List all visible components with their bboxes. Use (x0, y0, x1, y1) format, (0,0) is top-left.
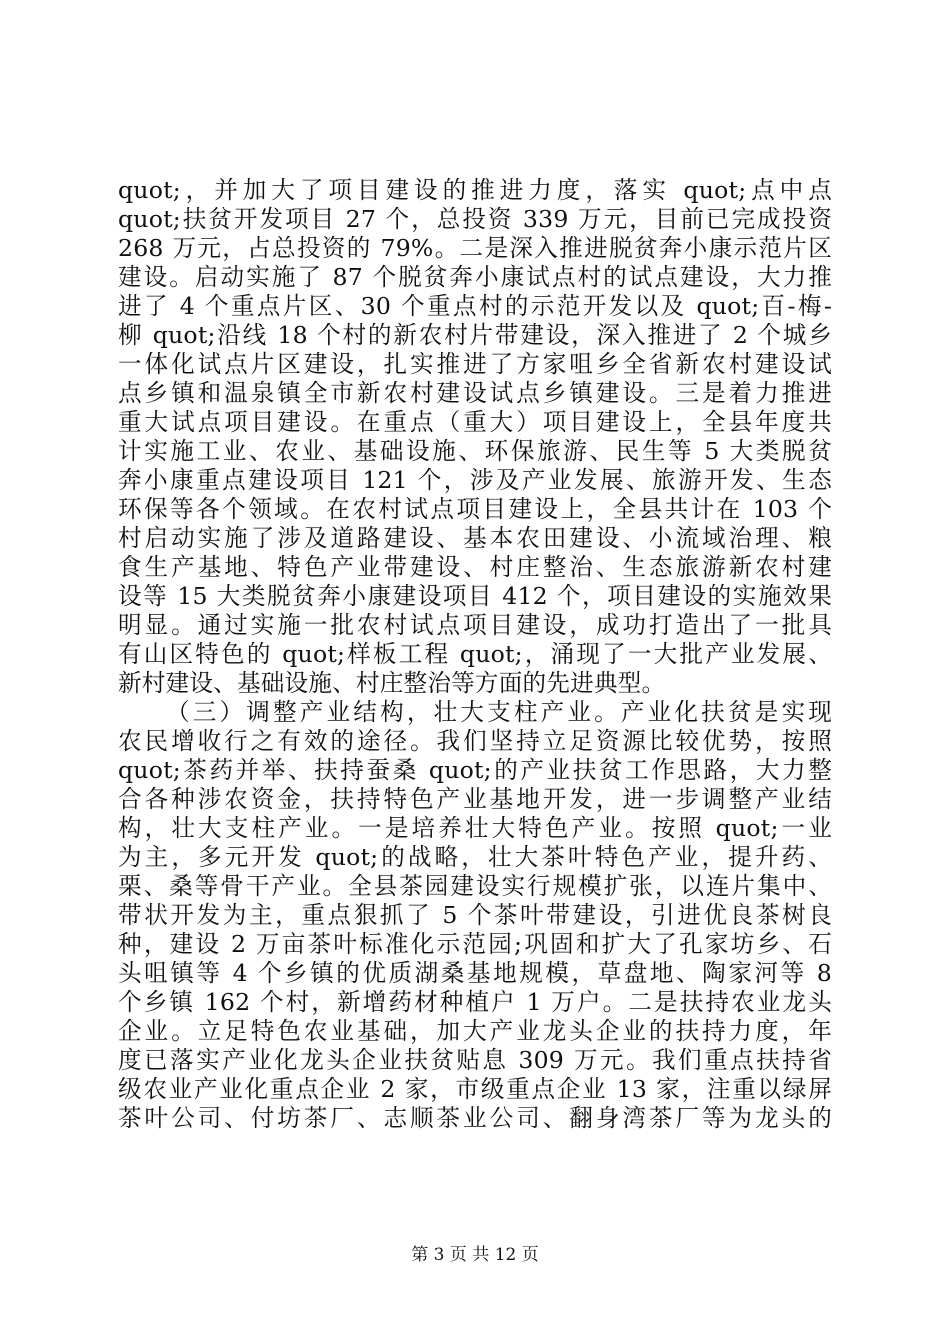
text-line: quot;，并加大了项目建设的推进力度，落实 quot;点中点 (118, 176, 832, 204)
text-line: 种，建设 2 万亩茶叶标准化示范园;巩固和扩大了孔家坊乡、石 (118, 930, 832, 958)
text-line: 构，壮大支柱产业。一是培养壮大特色产业。按照 quot;一业 (118, 814, 832, 842)
text-line: quot;扶贫开发项目 27 个，总投资 339 万元，目前已完成投资 (118, 205, 832, 233)
text-line: 为主，多元开发 quot;的战略，壮大茶叶特色产业，提升药、 (118, 843, 832, 871)
text-line: 计实施工业、农业、基础设施、环保旅游、民生等 5 大类脱贫 (118, 437, 832, 465)
text-line: 有山区特色的 quot;样板工程 quot;，涌现了一大批产业发展、 (118, 640, 832, 668)
text-line: 带状开发为主，重点狠抓了 5 个茶叶带建设，引进优良茶树良 (118, 901, 832, 929)
text-line: 奔小康重点建设项目 121 个，涉及产业发展、旅游开发、生态 (118, 466, 832, 494)
text-line: quot;茶药并举、扶持蚕桑 quot;的产业扶贫工作思路，大力整 (118, 756, 832, 784)
text-line: 明显。通过实施一批农村试点项目建设，成功打造出了一批具 (118, 611, 832, 639)
text-line: 点乡镇和温泉镇全市新农村建设试点乡镇建设。三是着力推进 (118, 379, 832, 407)
text-line: 食生产基地、特色产业带建设、村庄整治、生态旅游新农村建 (118, 553, 832, 581)
text-line: 头咀镇等 4 个乡镇的优质湖桑基地规模，草盘地、陶家河等 8 (118, 959, 832, 987)
text-line: 一体化试点片区建设，扎实推进了方家咀乡全省新农村建设试 (118, 350, 832, 378)
text-line: 企业。立足特色农业基础，加大产业龙头企业的扶持力度，年 (118, 1017, 832, 1045)
text-line: 合各种涉农资金，扶持特色产业基地开发，进一步调整产业结 (118, 785, 832, 813)
text-line: 进了 4 个重点片区、30 个重点村的示范开发以及 quot;百-梅- (118, 292, 832, 320)
text-line: 度已落实产业化龙头企业扶贫贴息 309 万元。我们重点扶持省 (118, 1046, 832, 1074)
text-line: 村启动实施了涉及道路建设、基本农田建设、小流域治理、粮 (118, 524, 832, 552)
text-line: 栗、桑等骨干产业。全县茶园建设实行规模扩张，以连片集中、 (118, 872, 832, 900)
paragraph-start-line: （三）调整产业结构，壮大支柱产业。产业化扶贫是实现 (166, 698, 832, 726)
body-text (118, 176, 832, 1133)
text-line: 茶叶公司、付坊茶厂、志顺茶业公司、翻身湾茶厂等为龙头的 (118, 1104, 832, 1132)
text-line: 个乡镇 162 个村，新增药材种植户 1 万户。二是扶持农业龙头 (118, 988, 832, 1016)
text-line: 级农业产业化重点企业 2 家，市级重点企业 13 家，注重以绿屏 (118, 1075, 832, 1103)
text-line: 重大试点项目建设。在重点（重大）项目建设上，全县年度共 (118, 408, 832, 436)
text-line: 268 万元，占总投资的 79%。二是深入推进脱贫奔小康示范片区 (118, 234, 832, 262)
text-line: 建设。启动实施了 87 个脱贫奔小康试点村的试点建设，大力推 (118, 263, 832, 291)
text-line: 柳 quot;沿线 18 个村的新农村片带建设，深入推进了 2 个城乡 (118, 321, 832, 349)
text-line: 设等 15 大类脱贫奔小康建设项目 412 个，项目建设的实施效果 (118, 582, 832, 610)
text-line: 新村建设、基础设施、村庄整治等方面的先进典型。 (118, 669, 666, 697)
text-line: 农民增收行之有效的途径。我们坚持立足资源比较优势，按照 (118, 727, 832, 755)
text-line: 环保等各个领域。在农村试点项目建设上，全县共计在 103 个 (118, 495, 832, 523)
page-number-footer: 第 3 页 共 12 页 (411, 1245, 539, 1265)
